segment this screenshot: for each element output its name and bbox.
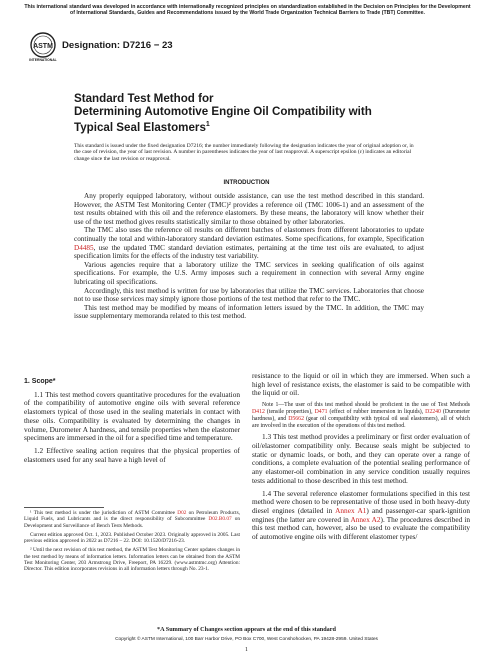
link-annex-a1[interactable]: Annex A1 <box>335 505 367 515</box>
title-line-1: Standard Test Method for <box>74 92 214 105</box>
intro-p2-text-b: , use the updated TMC standard deviation estimates, pertaining at the time test oils are evaluated, to adjust specification limits for the effects of the industry test variability. <box>74 243 424 261</box>
note-text-c: (effect of rubber immersion in liquids), <box>327 408 426 415</box>
scope-1-4-text-b: ) and passenger-car spark-ignition engines (the latter are covered in <box>252 505 471 524</box>
copyright: Copyright © ASTM International, 100 Barr Harbor Drive, PO Box C700, West Conshohocken, PA 19428-2959. United States <box>115 637 378 642</box>
wto-notice: This international standard was developed in accordance with internationally recognized principles on standardization established in the Decision on Principles for the Development of International Standards, Guides and Recommendations issued by the World Trade Organization Technical Barriers to Trade (TBT) Committee. <box>24 4 471 17</box>
scope-1-4-text-c: ). The procedures described in this test method can, however, also be used to evaluate the compatibility of automotive engine oils with different elastomer types/ <box>252 514 470 542</box>
intro-p2-text-a: The TMC also uses the reference oil results on different batches of elastomers from different laboratories to update continually the total and within-laboratory standard deviation estimates. Some specifications, for example, Specification <box>74 226 424 243</box>
footnote-divider <box>24 507 104 508</box>
link-d2240[interactable]: D2240 <box>425 408 441 415</box>
note-text-d: (Durometer hardness), and <box>252 408 471 422</box>
title-line-2: Determining Automotive Engine Oil Compatibility with <box>74 105 372 118</box>
fn1-text-b: on Petroleum Products, Liquid Fuels, and Lubricants and is the direct responsibility of Subcommittee <box>24 510 240 523</box>
right-column <box>252 372 470 546</box>
note-text-b: (tensile properties), <box>264 408 315 415</box>
link-annex-a2[interactable]: Annex A2 <box>350 514 381 524</box>
link-d5662[interactable]: D5662 <box>288 415 304 422</box>
title-line-3-text: Typical Seal Elastomers <box>74 120 206 134</box>
page-title <box>74 92 404 134</box>
note-text-e: (gear oil compatibility with typical oil seal elastomers), all of which are involved in the execution of the operations of this test method. <box>252 415 470 429</box>
link-d4485[interactable]: D4485 <box>74 243 94 252</box>
logo-text: INTERNATIONAL <box>29 58 57 62</box>
footnote-1 <box>24 510 240 529</box>
scope-1-4 <box>252 490 470 542</box>
scope-1-2: 1.2 Effective sealing action requires that the physical properties of elastomers used for any seal have a high level of <box>24 445 240 464</box>
footnotes <box>24 510 240 576</box>
scope-heading: 1. Scope* <box>24 378 56 385</box>
link-d412[interactable]: D412 <box>252 408 265 415</box>
note-text-a: Note 1—The user of this test method should be proficient in the use of Test Methods <box>262 402 470 409</box>
link-d471[interactable]: D471 <box>314 408 328 415</box>
fn1-text-c: on Development and Surveillance of Bench Tests Methods. <box>24 516 240 529</box>
fn1-text-a: ¹ This test method is under the jurisdiction of ASTM Committee <box>30 510 178 516</box>
introduction-heading: INTRODUCTION <box>223 180 270 186</box>
scope-1-3: 1.3 This test method provides a preliminary or first order evaluation of oil/elastomer compatibility only. Because seals might be subjected to static or dynamic loads, or both, and they can operate over a range of conditions, a complete evaluation of the potential sealing performance of any elastomer-oil combination in any service condition usually requires tests additional to those described in this test method. <box>252 432 470 485</box>
issued-statement: This standard is issued under the fixed designation D7216; the number immediately following the designation indicates the year of original adoption or, in the case of revision, the year of last revision. A number in parentheses indicates the year of last reapproval. A superscript epsilon (ε) indicates an editorial change since the last revision or reapproval. <box>74 143 414 162</box>
svg-text:ASTM: ASTM <box>33 43 53 50</box>
summary-of-changes: *A Summary of Changes section appears at the end of this standard <box>157 626 336 633</box>
intro-paragraph-4: Accordingly, this test method is written for use by laboratories that utilize the TMC services. Laboratories that choose not to use those services may simply ignore those portions of the test method that refer to the TMC. <box>74 286 424 304</box>
intro-paragraph-5: This test method may be modified by means of information letters issued by the TMC. In addition, the TMC may issue supplementary memoranda related to this test method. <box>74 303 424 321</box>
intro-paragraph-1: Any properly equipped laboratory, without outside assistance, can use the test method described in this standard. However, the ASTM Test Monitoring Center (TMC)² provides a reference oil (TMC 1006-1) and an assessment of the test results obtained with this oil and the reference elastomers. By these means, the laboratory will know whether their use of the test method gives results statistically similar to those obtained by other laboratories. <box>74 192 424 226</box>
intro-paragraph-2 <box>74 226 424 260</box>
footnote-1-edition: Current edition approved Oct. 1, 2023. Published October 2023. Originally approved in 2005. Last previous edition approved in 2022 as D7216 – 22. DOI: 10.1520/D7216-23. <box>24 531 240 545</box>
astm-logo-icon <box>28 31 58 65</box>
left-column <box>24 378 240 468</box>
intro-paragraph-3: Various agencies require that a laboratory utilize the TMC services in seeking qualification of oils against specifications. For example, the U.S. Army imposes such a requirement in connection with several Army engine lubricating oil specifications. <box>74 260 424 286</box>
title-line-3 <box>74 118 404 134</box>
title-footnote-mark: 1 <box>205 121 210 128</box>
scope-1-2-continued: resistance to the liquid or oil in which they are immersed. When such a high level of resistance exists, the elastomer is said to be compatible with the liquid or oil. <box>252 371 470 398</box>
link-d02[interactable]: D02 <box>177 510 187 516</box>
designation: Designation: D7216 − 23 <box>62 40 173 51</box>
scope-1-4-text-a: 1.4 The several reference elastomer formulations specified in this test method were chosen to be representative of those used in both heavy-duty diesel engines (detailed in <box>252 488 470 515</box>
footnote-2: ² Until the next revision of this test method, the ASTM Test Monitoring Center updates changes in the test method by means of information letters. Information letters can be obtained from the ASTM Test Monitoring Center, 203 Armstrong Drive, Freeport, PA 16229. (www.astmtmc.org) Attention: Director. This edition incorporates revisions in all information letters through No. 23-1. <box>24 547 240 573</box>
introduction-body <box>74 192 424 321</box>
note-1 <box>252 402 470 429</box>
scope-1-1: 1.1 This test method covers quantitative procedures for the evaluation of the compatibility of automotive engine oils with several reference elastomers typical of those used in the sealing materials in contact with these oils. Compatibility is evaluated by determining the changes in volume, Durometer A hardness, and tensile properties when the elastomer specimens are immersed in the oil for a specified time and temperature. <box>24 389 240 443</box>
link-d02-b0-07[interactable]: D02.B0.07 <box>208 516 232 523</box>
page-number: 1 <box>245 647 248 653</box>
